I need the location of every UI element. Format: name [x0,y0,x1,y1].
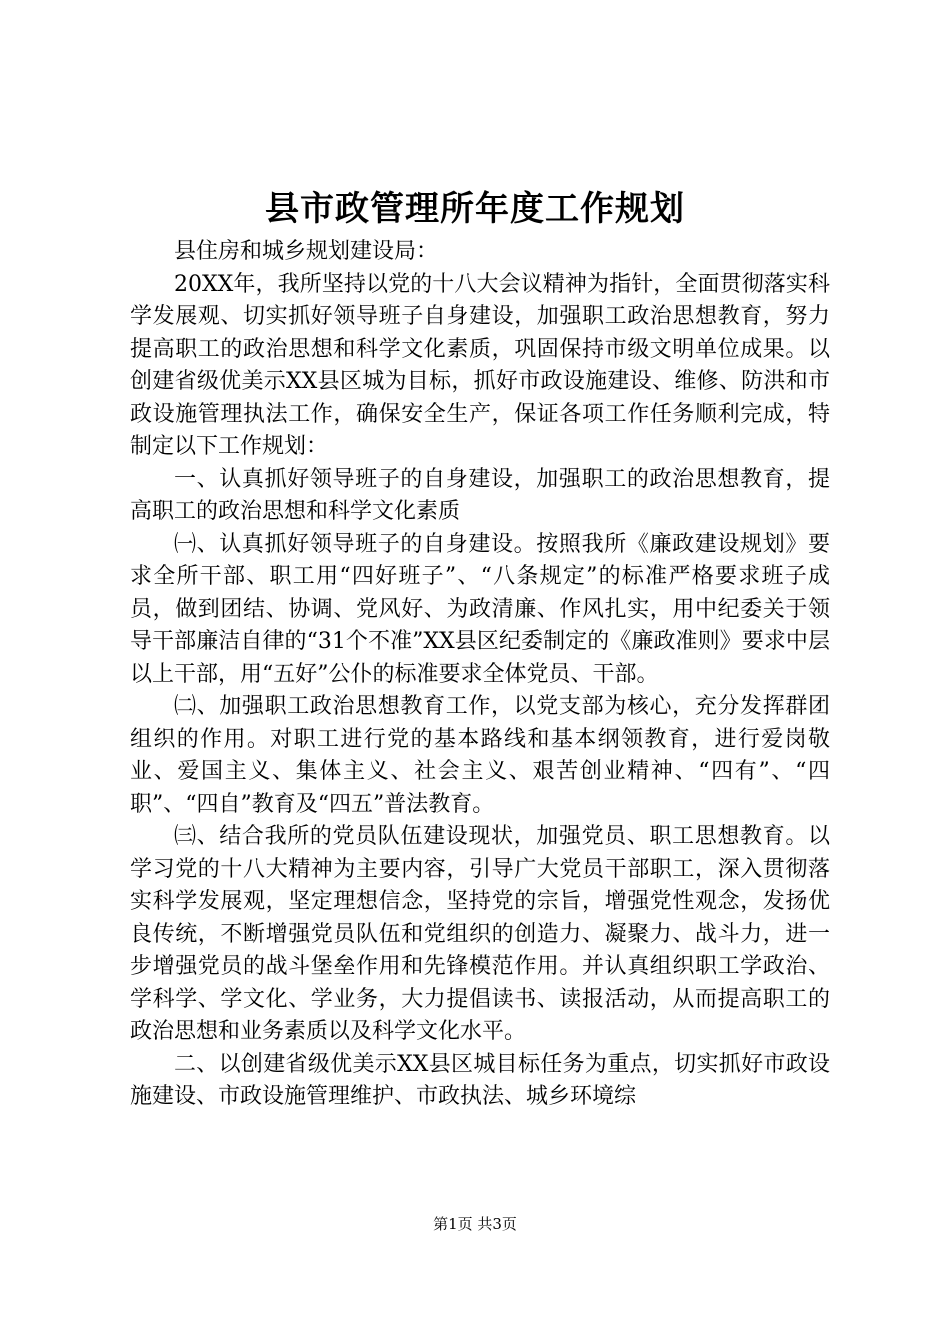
paragraph-item-3: ㈢、结合我所的党员队伍建设现状，加强党员、职工思想教育。以学习党的十八大精神为主要内容，引导广大党员干部职工，深入贯彻落实科学发展观，坚定理想信念，坚持党的宗旨，增强党性观念，发扬优良传统，不断增强党员队伍和党组织的创造力、凝聚力、战斗力，进一步增强党员的战斗堡垒作用和先锋模范作用。并认真组织职工学政治、学科学、学文化、学业务，大力提倡读书、读报活动，从而提高职工的政治思想和业务素质以及科学文化水平。 [130,824,830,1044]
salutation: 县住房和城乡规划建设局： [174,239,439,264]
page-footer: 第1页 共3页 [433,1215,517,1233]
document-body [130,236,830,1114]
section-heading-1: 一、认真抓好领导班子的自身建设，加强职工的政治思想教育，提高职工的政治思想和科学文化素质 [130,466,830,524]
document-title: 县市政管理所年度工作规划 [265,189,685,229]
paragraph-intro: 20XX年，我所坚持以党的十八大会议精神为指针，全面贯彻落实科学发展观、切实抓好领导班子自身建设，加强职工政治思想教育，努力提高职工的政治思想和科学文化素质，巩固保持市级文明单位成果。以创建省级优美示XX县区城为目标，抓好市政设施建设、维修、防洪和市政设施管理执法工作，确保安全生产，保证各项工作任务顺利完成，特制定以下工作规划： [130,271,830,459]
paragraph-item-1: ㈠、认真抓好领导班子的自身建设。按照我所《廉政建设规划》要求全所干部、职工用“四好班子”、“八条规定”的标准严格要求班子成员，做到团结、协调、党风好、为政清廉、作风扎实，用中纪委关于领导干部廉洁自律的“31个不准”XX县区纪委制定的《廉政准则》要求中层以上干部，用“五好”公仆的标准要求全体党员、干部。 [130,531,830,687]
paragraph-item-2: ㈡、加强职工政治思想教育工作，以党支部为核心，充分发挥群团组织的作用。对职工进行党的基本路线和基本纲领教育，进行爱岗敬业、爱国主义、集体主义、社会主义、艰苦创业精神、“四有”、“四职”、“四自”教育及“四五”普法教育。 [130,694,830,817]
section-heading-2: 二、以创建省级优美示XX县区城目标任务为重点，切实抓好市政设施建设、市政设施管理维护、市政执法、城乡环境综 [130,1051,830,1109]
